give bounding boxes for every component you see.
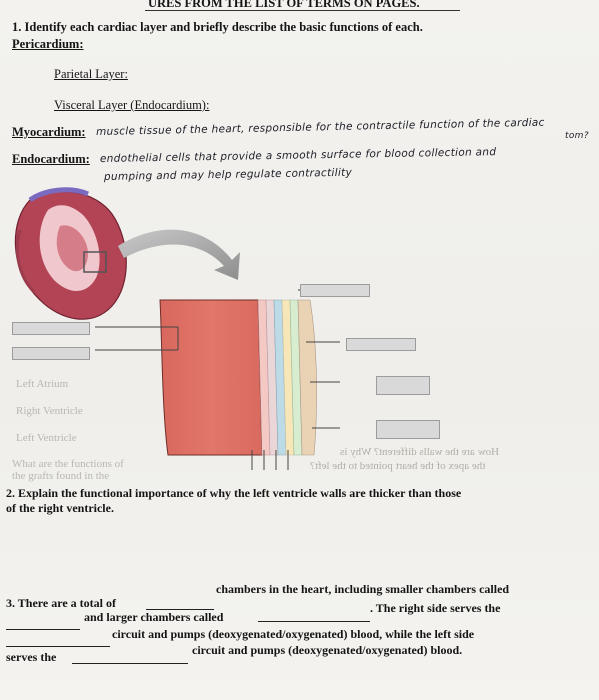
question3-line3: circuit and pumps (deoxygenated/oxygenated) blood, while the left side [112, 627, 475, 641]
heart-illustration [15, 190, 126, 319]
question3-line4-start: serves the [6, 650, 57, 664]
question3-line1-end: chambers in the heart, including smaller chambers called [216, 582, 510, 596]
bleed-text: What are the functions of [12, 458, 124, 470]
myocardium-handwritten-answer-end: tom? [565, 131, 589, 141]
parietal-layer-label: Parietal Layer: [54, 67, 128, 81]
endocardium-handwritten-answer-line2: pumping and may help regulate contractility [103, 166, 353, 183]
page-header: URES FROM THE LIST OF TERMS ON PAGES. [148, 0, 420, 10]
bleed-text: Left Ventricle [16, 432, 77, 444]
blank-left-circuit[interactable] [72, 662, 188, 664]
bleed-text: Left Atrium [16, 378, 69, 390]
myocardium-label: Myocardium: [12, 125, 86, 139]
header-rule [145, 10, 460, 11]
question2-prompt-line1: 2. Explain the functional importance of why the left ventricle walls are thicker than those [6, 486, 462, 500]
endocardium-label: Endocardium: [12, 152, 90, 166]
bleed-text-mirrored: the apex of the heart pointed to the left? [310, 460, 486, 472]
label-box-wall-layer[interactable] [12, 347, 90, 360]
blank-right-circuit[interactable] [6, 645, 110, 647]
question3-line1-start: 3. There are a total of [6, 596, 116, 610]
question3-line2-end: . The right side serves the [370, 601, 501, 615]
bleed-text: the grafts found in the [12, 470, 110, 482]
myocardium-handwritten-answer: muscle tissue of the heart, responsible for the contractile function of the cardiac [95, 116, 545, 138]
visceral-layer-label: Visceral Layer (Endocardium): [54, 98, 210, 112]
bleed-text-mirrored: How are the walls different? Why is [340, 446, 500, 458]
endocardium-handwritten-answer-line1: endothelial cells that provide a smooth surface for blood collection and [99, 146, 497, 165]
pericardium-label: Pericardium: [12, 37, 84, 51]
bleed-text: Right Ventricle [16, 405, 83, 417]
blank-smaller-chambers[interactable] [6, 628, 80, 630]
question3-line4-end: circuit and pumps (deoxygenated/oxygenated) blood. [192, 643, 463, 657]
blank-larger-chambers[interactable] [258, 620, 370, 622]
label-box-parietal-layer[interactable] [346, 338, 416, 351]
label-box-pericardial-cavity[interactable] [376, 376, 430, 395]
question1-prompt: 1. Identify each cardiac layer and briefly describe the basic functions of each. [12, 20, 423, 34]
label-box-myocardium[interactable] [12, 322, 90, 335]
question2-prompt-line2: of the right ventricle. [6, 501, 114, 515]
label-box-visceral-layer[interactable] [376, 420, 440, 439]
question3-line2-start: and larger chambers called [84, 610, 224, 624]
label-box-fibrous-pericardium[interactable] [300, 284, 370, 297]
arrow-icon [118, 230, 240, 280]
